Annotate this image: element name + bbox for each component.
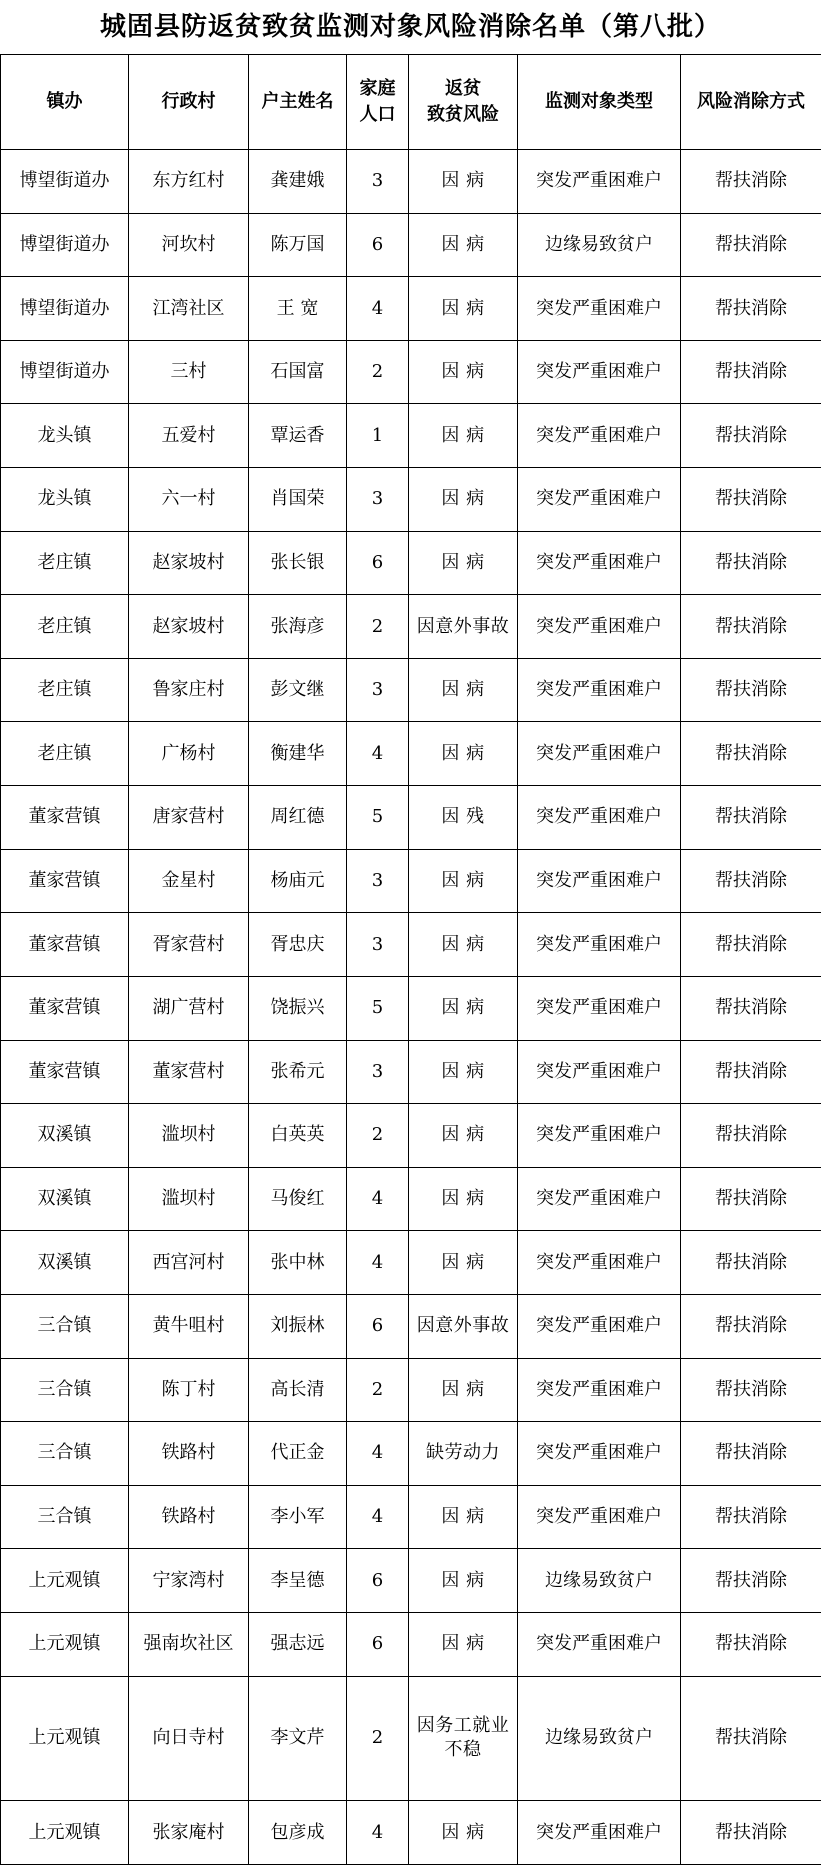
cell-monitor-type: 突发严重困难户 xyxy=(518,595,681,659)
cell-risk: 因 病 xyxy=(409,976,518,1040)
cell-risk: 因 病 xyxy=(409,722,518,786)
cell-householder: 周红德 xyxy=(249,786,347,850)
cell-elimination-method: 帮扶消除 xyxy=(681,1040,821,1104)
table-row xyxy=(1,1485,821,1549)
cell-elimination-method: 帮扶消除 xyxy=(681,1485,821,1549)
table-row xyxy=(1,340,821,404)
cell-family-size: 4 xyxy=(347,1231,409,1295)
table-row xyxy=(1,1801,821,1865)
cell-monitor-type: 突发严重困难户 xyxy=(518,1294,681,1358)
cell-risk: 因 病 xyxy=(409,150,518,214)
cell-family-size: 3 xyxy=(347,658,409,722)
cell-monitor-type: 突发严重困难户 xyxy=(518,722,681,786)
cell-risk: 因 病 xyxy=(409,849,518,913)
cell-town: 老庄镇 xyxy=(1,722,129,786)
cell-householder: 强志远 xyxy=(249,1613,347,1677)
cell-village: 滥坝村 xyxy=(129,1167,249,1231)
cell-risk: 因 病 xyxy=(409,213,518,277)
cell-householder: 李小军 xyxy=(249,1485,347,1549)
cell-risk: 因 病 xyxy=(409,1801,518,1865)
cell-family-size: 3 xyxy=(347,150,409,214)
cell-village: 西宫河村 xyxy=(129,1231,249,1295)
table-row xyxy=(1,849,821,913)
cell-family-size: 6 xyxy=(347,213,409,277)
cell-elimination-method: 帮扶消除 xyxy=(681,404,821,468)
cell-monitor-type: 突发严重困难户 xyxy=(518,976,681,1040)
cell-householder: 石国富 xyxy=(249,340,347,404)
table-row xyxy=(1,277,821,341)
cell-monitor-type: 突发严重困难户 xyxy=(518,277,681,341)
cell-town: 龙头镇 xyxy=(1,468,129,532)
cell-village: 三村 xyxy=(129,340,249,404)
table-row xyxy=(1,1231,821,1295)
table-row xyxy=(1,722,821,786)
cell-householder: 张中林 xyxy=(249,1231,347,1295)
cell-village: 五爱村 xyxy=(129,404,249,468)
cell-village: 鲁家庄村 xyxy=(129,658,249,722)
cell-town: 双溪镇 xyxy=(1,1167,129,1231)
cell-householder: 刘振林 xyxy=(249,1294,347,1358)
cell-monitor-type: 突发严重困难户 xyxy=(518,1231,681,1295)
cell-monitor-type: 突发严重困难户 xyxy=(518,1040,681,1104)
cell-elimination-method: 帮扶消除 xyxy=(681,1104,821,1168)
cell-family-size: 2 xyxy=(347,595,409,659)
table-row xyxy=(1,1167,821,1231)
cell-elimination-method: 帮扶消除 xyxy=(681,1231,821,1295)
cell-elimination-method: 帮扶消除 xyxy=(681,913,821,977)
cell-town: 双溪镇 xyxy=(1,1104,129,1168)
cell-family-size: 6 xyxy=(347,1549,409,1613)
cell-householder: 张希元 xyxy=(249,1040,347,1104)
cell-monitor-type: 突发严重困难户 xyxy=(518,1422,681,1486)
table-row xyxy=(1,913,821,977)
table-row xyxy=(1,1613,821,1677)
cell-householder: 彭文继 xyxy=(249,658,347,722)
cell-village: 唐家营村 xyxy=(129,786,249,850)
cell-monitor-type: 突发严重困难户 xyxy=(518,468,681,532)
cell-householder: 饶振兴 xyxy=(249,976,347,1040)
table-row xyxy=(1,1294,821,1358)
header-risk: 返贫 致贫风险 xyxy=(409,55,518,150)
cell-town: 三合镇 xyxy=(1,1294,129,1358)
cell-risk: 因 病 xyxy=(409,1231,518,1295)
cell-family-size: 4 xyxy=(347,1485,409,1549)
cell-town: 上元观镇 xyxy=(1,1801,129,1865)
cell-town: 老庄镇 xyxy=(1,658,129,722)
header-elimination-method: 风险消除方式 xyxy=(681,55,821,150)
cell-town: 博望街道办 xyxy=(1,150,129,214)
cell-risk: 因 病 xyxy=(409,340,518,404)
cell-family-size: 3 xyxy=(347,1040,409,1104)
cell-risk: 因 病 xyxy=(409,658,518,722)
table-row xyxy=(1,213,821,277)
cell-village: 广杨村 xyxy=(129,722,249,786)
cell-risk: 因 病 xyxy=(409,1549,518,1613)
cell-family-size: 6 xyxy=(347,1294,409,1358)
cell-monitor-type: 突发严重困难户 xyxy=(518,913,681,977)
header-householder: 户主姓名 xyxy=(249,55,347,150)
cell-monitor-type: 突发严重困难户 xyxy=(518,340,681,404)
cell-family-size: 1 xyxy=(347,404,409,468)
cell-elimination-method: 帮扶消除 xyxy=(681,849,821,913)
cell-monitor-type: 突发严重困难户 xyxy=(518,150,681,214)
cell-village: 黄牛咀村 xyxy=(129,1294,249,1358)
cell-elimination-method: 帮扶消除 xyxy=(681,531,821,595)
table-row xyxy=(1,468,821,532)
cell-householder: 衡建华 xyxy=(249,722,347,786)
cell-risk: 因 病 xyxy=(409,1104,518,1168)
cell-monitor-type: 突发严重困难户 xyxy=(518,531,681,595)
cell-village: 宁家湾村 xyxy=(129,1549,249,1613)
header-family-size: 家庭 人口 xyxy=(347,55,409,150)
cell-family-size: 3 xyxy=(347,468,409,532)
cell-risk: 因 残 xyxy=(409,786,518,850)
cell-town: 董家营镇 xyxy=(1,849,129,913)
table-row xyxy=(1,1422,821,1486)
header-village: 行政村 xyxy=(129,55,249,150)
cell-town: 董家营镇 xyxy=(1,786,129,850)
cell-family-size: 5 xyxy=(347,976,409,1040)
cell-family-size: 2 xyxy=(347,1358,409,1422)
cell-elimination-method: 帮扶消除 xyxy=(681,1549,821,1613)
cell-town: 老庄镇 xyxy=(1,531,129,595)
table-row xyxy=(1,531,821,595)
cell-town: 龙头镇 xyxy=(1,404,129,468)
cell-monitor-type: 突发严重困难户 xyxy=(518,1167,681,1231)
cell-risk: 因 病 xyxy=(409,468,518,532)
cell-elimination-method: 帮扶消除 xyxy=(681,1358,821,1422)
cell-family-size: 6 xyxy=(347,531,409,595)
cell-householder: 杨庙元 xyxy=(249,849,347,913)
cell-town: 老庄镇 xyxy=(1,595,129,659)
cell-family-size: 3 xyxy=(347,913,409,977)
cell-householder: 肖国荣 xyxy=(249,468,347,532)
cell-risk: 因 病 xyxy=(409,277,518,341)
cell-householder: 高长清 xyxy=(249,1358,347,1422)
cell-town: 三合镇 xyxy=(1,1485,129,1549)
table-row xyxy=(1,1104,821,1168)
cell-monitor-type: 边缘易致贫户 xyxy=(518,1676,681,1801)
cell-town: 双溪镇 xyxy=(1,1231,129,1295)
cell-risk: 缺劳动力 xyxy=(409,1422,518,1486)
cell-town: 三合镇 xyxy=(1,1358,129,1422)
table-row xyxy=(1,1040,821,1104)
cell-village: 胥家营村 xyxy=(129,913,249,977)
cell-monitor-type: 边缘易致贫户 xyxy=(518,1549,681,1613)
table-row xyxy=(1,658,821,722)
cell-elimination-method: 帮扶消除 xyxy=(681,1676,821,1801)
table-body xyxy=(1,150,821,1865)
cell-family-size: 2 xyxy=(347,1676,409,1801)
cell-village: 金星村 xyxy=(129,849,249,913)
cell-village: 董家营村 xyxy=(129,1040,249,1104)
cell-elimination-method: 帮扶消除 xyxy=(681,277,821,341)
table-row xyxy=(1,1676,821,1801)
table-row xyxy=(1,404,821,468)
cell-risk: 因务工就业 不稳 xyxy=(409,1676,518,1801)
cell-risk: 因 病 xyxy=(409,404,518,468)
cell-village: 赵家坡村 xyxy=(129,595,249,659)
cell-family-size: 6 xyxy=(347,1613,409,1677)
cell-monitor-type: 突发严重困难户 xyxy=(518,849,681,913)
table-row xyxy=(1,976,821,1040)
cell-risk: 因 病 xyxy=(409,531,518,595)
cell-elimination-method: 帮扶消除 xyxy=(681,658,821,722)
cell-householder: 胥忠庆 xyxy=(249,913,347,977)
cell-householder: 代正金 xyxy=(249,1422,347,1486)
cell-town: 董家营镇 xyxy=(1,976,129,1040)
cell-family-size: 2 xyxy=(347,1104,409,1168)
cell-householder: 李呈德 xyxy=(249,1549,347,1613)
cell-elimination-method: 帮扶消除 xyxy=(681,468,821,532)
cell-monitor-type: 突发严重困难户 xyxy=(518,658,681,722)
cell-monitor-type: 边缘易致贫户 xyxy=(518,213,681,277)
cell-elimination-method: 帮扶消除 xyxy=(681,1167,821,1231)
cell-risk: 因意外事故 xyxy=(409,1294,518,1358)
cell-monitor-type: 突发严重困难户 xyxy=(518,404,681,468)
cell-householder: 王 宽 xyxy=(249,277,347,341)
cell-householder: 张海彦 xyxy=(249,595,347,659)
cell-family-size: 2 xyxy=(347,340,409,404)
cell-town: 博望街道办 xyxy=(1,277,129,341)
cell-town: 博望街道办 xyxy=(1,340,129,404)
cell-family-size: 4 xyxy=(347,1801,409,1865)
cell-village: 滥坝村 xyxy=(129,1104,249,1168)
cell-householder: 李文芹 xyxy=(249,1676,347,1801)
cell-monitor-type: 突发严重困难户 xyxy=(518,1801,681,1865)
cell-elimination-method: 帮扶消除 xyxy=(681,976,821,1040)
cell-risk: 因 病 xyxy=(409,1485,518,1549)
cell-monitor-type: 突发严重困难户 xyxy=(518,786,681,850)
cell-elimination-method: 帮扶消除 xyxy=(681,722,821,786)
cell-family-size: 4 xyxy=(347,277,409,341)
cell-town: 上元观镇 xyxy=(1,1613,129,1677)
cell-monitor-type: 突发严重困难户 xyxy=(518,1485,681,1549)
table-row xyxy=(1,1358,821,1422)
cell-risk: 因意外事故 xyxy=(409,595,518,659)
cell-elimination-method: 帮扶消除 xyxy=(681,213,821,277)
cell-householder: 马俊红 xyxy=(249,1167,347,1231)
cell-village: 六一村 xyxy=(129,468,249,532)
cell-householder: 覃运香 xyxy=(249,404,347,468)
cell-elimination-method: 帮扶消除 xyxy=(681,150,821,214)
cell-family-size: 4 xyxy=(347,722,409,786)
cell-monitor-type: 突发严重困难户 xyxy=(518,1358,681,1422)
cell-householder: 龚建娥 xyxy=(249,150,347,214)
cell-town: 董家营镇 xyxy=(1,1040,129,1104)
cell-village: 陈丁村 xyxy=(129,1358,249,1422)
cell-village: 江湾社区 xyxy=(129,277,249,341)
cell-family-size: 4 xyxy=(347,1167,409,1231)
cell-village: 强南坎社区 xyxy=(129,1613,249,1677)
cell-monitor-type: 突发严重困难户 xyxy=(518,1613,681,1677)
cell-village: 铁路村 xyxy=(129,1422,249,1486)
cell-family-size: 4 xyxy=(347,1422,409,1486)
cell-village: 赵家坡村 xyxy=(129,531,249,595)
cell-householder: 陈万国 xyxy=(249,213,347,277)
cell-village: 河坎村 xyxy=(129,213,249,277)
cell-village: 张家庵村 xyxy=(129,1801,249,1865)
cell-elimination-method: 帮扶消除 xyxy=(681,340,821,404)
header-town: 镇办 xyxy=(1,55,129,150)
cell-family-size: 3 xyxy=(347,849,409,913)
cell-family-size: 5 xyxy=(347,786,409,850)
cell-risk: 因 病 xyxy=(409,1358,518,1422)
table-row xyxy=(1,1549,821,1613)
cell-householder: 张长银 xyxy=(249,531,347,595)
table-row xyxy=(1,786,821,850)
cell-town: 上元观镇 xyxy=(1,1549,129,1613)
cell-risk: 因 病 xyxy=(409,1167,518,1231)
cell-elimination-method: 帮扶消除 xyxy=(681,1801,821,1865)
cell-risk: 因 病 xyxy=(409,913,518,977)
cell-elimination-method: 帮扶消除 xyxy=(681,786,821,850)
cell-elimination-method: 帮扶消除 xyxy=(681,1294,821,1358)
cell-elimination-method: 帮扶消除 xyxy=(681,1422,821,1486)
cell-risk: 因 病 xyxy=(409,1613,518,1677)
cell-householder: 包彦成 xyxy=(249,1801,347,1865)
cell-town: 董家营镇 xyxy=(1,913,129,977)
cell-village: 铁路村 xyxy=(129,1485,249,1549)
cell-elimination-method: 帮扶消除 xyxy=(681,595,821,659)
monitoring-list-table xyxy=(0,54,821,1865)
cell-town: 博望街道办 xyxy=(1,213,129,277)
table-row xyxy=(1,150,821,214)
cell-risk: 因 病 xyxy=(409,1040,518,1104)
cell-householder: 白英英 xyxy=(249,1104,347,1168)
cell-monitor-type: 突发严重困难户 xyxy=(518,1104,681,1168)
table-header-row xyxy=(1,55,821,150)
table-row xyxy=(1,595,821,659)
cell-village: 湖广营村 xyxy=(129,976,249,1040)
cell-town: 三合镇 xyxy=(1,1422,129,1486)
header-monitor-type: 监测对象类型 xyxy=(518,55,681,150)
cell-village: 向日寺村 xyxy=(129,1676,249,1801)
document-title: 城固县防返贫致贫监测对象风险消除名单（第八批） xyxy=(99,12,721,42)
cell-town: 上元观镇 xyxy=(1,1676,129,1801)
cell-village: 东方红村 xyxy=(129,150,249,214)
cell-elimination-method: 帮扶消除 xyxy=(681,1613,821,1677)
